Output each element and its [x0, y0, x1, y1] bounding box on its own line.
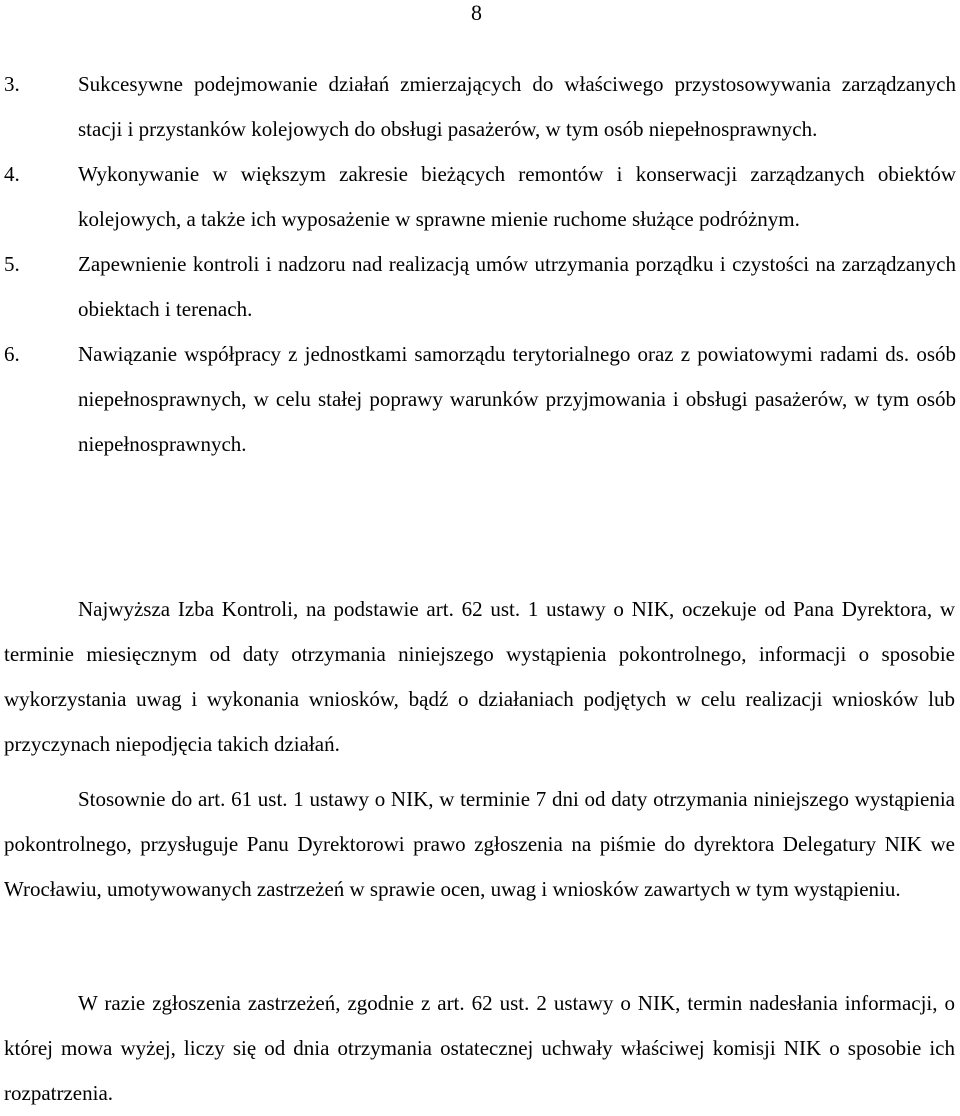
- list-item: [4, 152, 956, 242]
- paragraph-objection-deadline: W razie zgłoszenia zastrzeżeń, zgodnie z art. 62 ust. 2 ustawy o NIK, termin nadesłania informacji, o której mowa wyżej, liczy się od dnia otrzymania ostatecznej uchwały właściwej komisji NIK o sposobie ich rozpatrzenia.: [4, 991, 955, 1105]
- paragraph-nik-expectation: Najwyższa Izba Kontroli, na podstawie art. 62 ust. 1 ustawy o NIK, oczekuje od Pana Dyrektora, w terminie miesięcznym od daty otrzymania niniejszego wystąpienia pokontrolnego, informacji o sposobie wykorzystania uwag i wykonania wniosków, bądź o działaniach podjętych w celu realizacji wniosków lub przyczynach niepodjęcia takich działań.: [4, 597, 955, 756]
- list-item-number: 5.: [4, 252, 20, 276]
- list-item-text: Wykonywanie w większym zakresie bieżących remontów i konserwacji zarządzanych obiektów kolejowych, a także ich wyposażenie w sprawne mienie ruchome służące podróżnym.: [78, 162, 956, 231]
- list-item-text: Sukcesywne podejmowanie działań zmierzających do właściwego przystosowywania zarządzanych stacji i przystanków kolejowych do obsługi pasażerów, w tym osób niepełnosprawnych.: [78, 72, 956, 141]
- list-item-number: 4.: [4, 162, 20, 186]
- list-item: [4, 332, 956, 467]
- list-item-text: Nawiązanie współpracy z jednostkami samorządu terytorialnego oraz z powiatowymi radami ds. osób niepełnosprawnych, w celu stałej poprawy warunków przyjmowania i obsługi pasażerów, w tym osób niepełnosprawnych.: [78, 342, 956, 456]
- list-item: [4, 242, 956, 332]
- paragraph-objection-right: Stosownie do art. 61 ust. 1 ustawy o NIK, w terminie 7 dni od daty otrzymania niniejszego wystąpienia pokontrolnego, przysługuje Panu Dyrektorowi prawo zgłoszenia na piśmie do dyrektora Delegatury NIK we Wrocławiu, umotywowanych zastrzeżeń w sprawie ocen, uwag i wniosków zawartych w tym wystąpieniu.: [4, 787, 955, 901]
- list-item-number: 3.: [4, 72, 20, 96]
- list-item: [4, 62, 956, 152]
- page-number: 8: [471, 0, 482, 25]
- list-item-text: Zapewnienie kontroli i nadzoru nad realizacją umów utrzymania porządku i czystości na zarządzanych obiektach i terenach.: [78, 252, 956, 321]
- recommendations-list: [4, 62, 956, 467]
- list-item-number: 6.: [4, 342, 20, 366]
